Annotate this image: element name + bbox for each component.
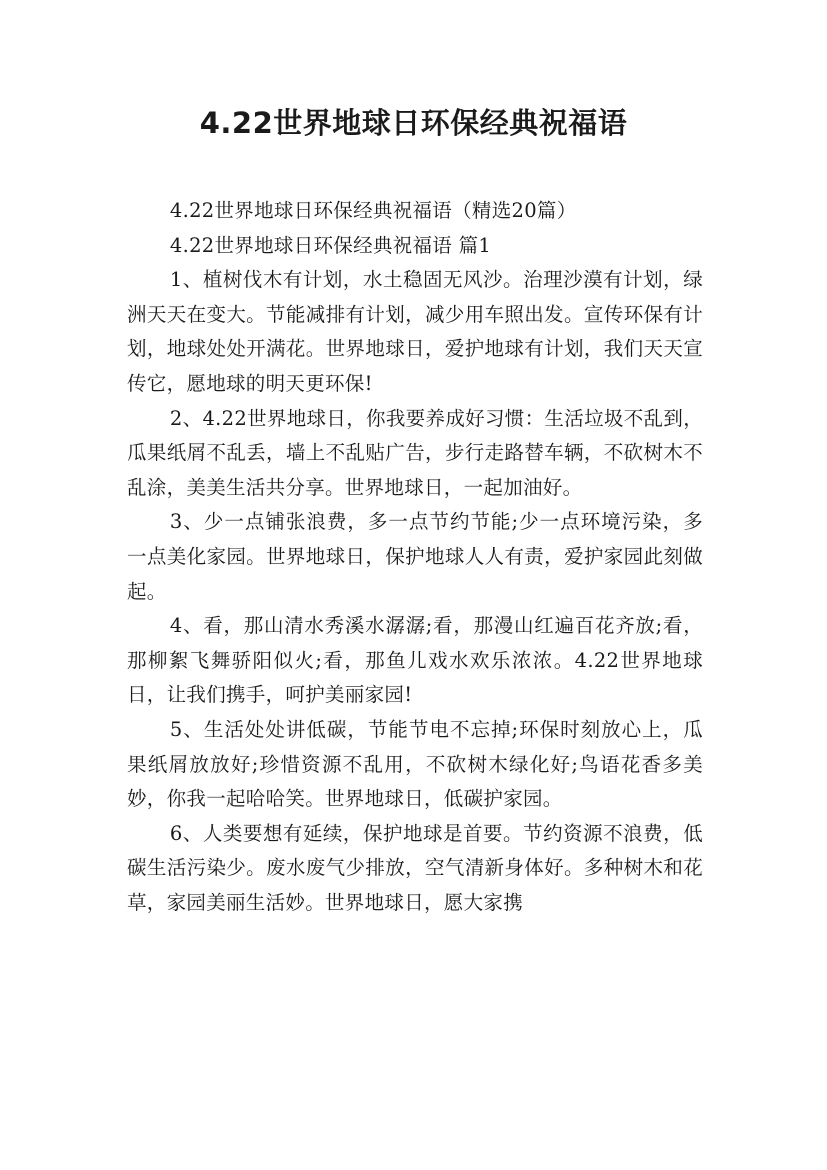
paragraph-4: 4、看，那山清水秀溪水潺潺;看，那漫山红遍百花齐放;看，那柳絮飞舞骄阳似火;看，那鱼儿戏水欢乐浓浓。4.22世界地球日，让我们携手，呵护美丽家园! [127, 614, 703, 707]
section-heading: 4.22世界地球日环保经典祝福语 篇1 [169, 233, 492, 257]
paragraph-2: 2、4.22世界地球日，你我要养成好习惯：生活垃圾不乱到，瓜果纸屑不乱丢，墙上不乱贴广告，步行走路替车辆，不砍树木不乱涂，美美生活共分享。世界地球日，一起加油好。 [127, 406, 703, 499]
document-body [127, 194, 703, 920]
paragraph-3: 3、少一点铺张浪费，多一点节约节能;少一点环境污染，多一点美化家园。世界地球日，保护地球人人有责，爱护家园此刻做起。 [127, 510, 703, 603]
paragraph-6: 6、人类要想有延续，保护地球是首要。节约资源不浪费，低碳生活污染少。废水废气少排放，空气清新身体好。多种树木和花草，家园美丽生活妙。世界地球日，愿大家携 [127, 821, 703, 914]
document-title: 4.22世界地球日环保经典祝福语 [199, 106, 628, 140]
paragraph-1: 1、植树伐木有计划，水土稳固无风沙。治理沙漠有计划，绿洲天天在变大。节能减排有计划，减少用车照出发。宣传环保有计划，地球处处开满花。世界地球日，爱护地球有计划，我们天天宣传它，愿地球的明天更环保! [127, 268, 703, 395]
intro-line: 4.22世界地球日环保经典祝福语（精选20篇） [169, 199, 577, 222]
paragraph-5: 5、生活处处讲低碳，节能节电不忘掉;环保时刻放心上，瓜果纸屑放放好;珍惜资源不乱用，不砍树木绿化好;鸟语花香多美妙，你我一起哈哈笑。世界地球日，低碳护家园。 [127, 717, 703, 811]
